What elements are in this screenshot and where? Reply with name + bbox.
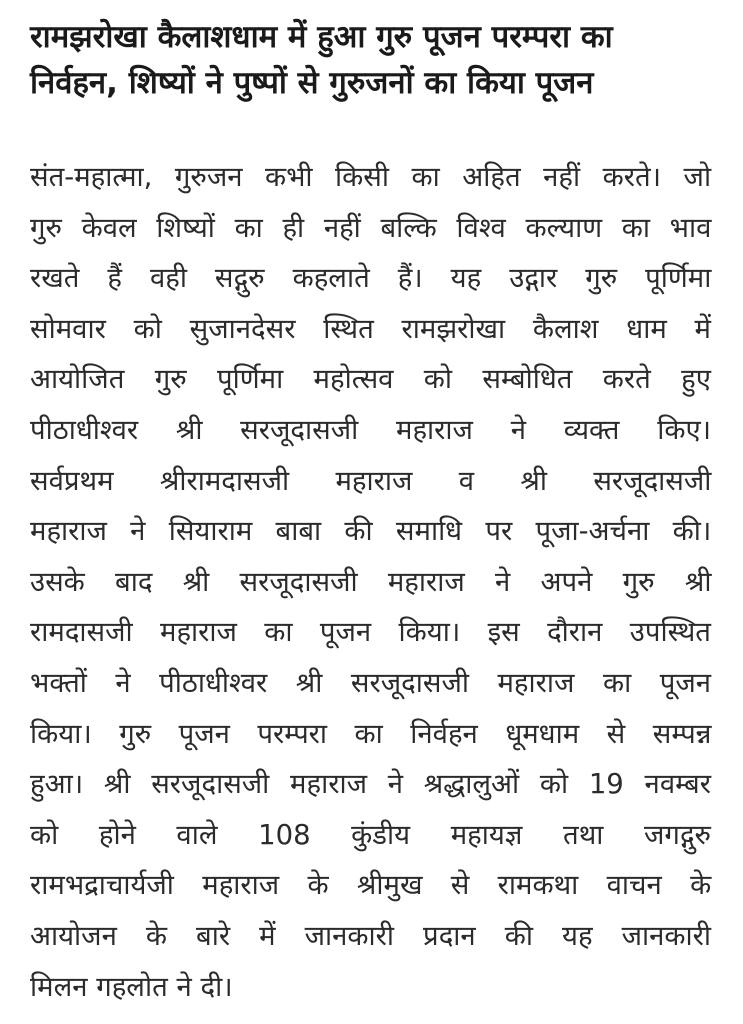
body-line: हुआ। श्री सरजूदासजी महाराज ने श्रद्धालुओं को 19 नवम्बर	[30, 768, 711, 801]
body-line: आयोजन के बारे में जानकारी प्रदान की यह जानकारी	[30, 919, 711, 952]
headline-line: निर्वहन, शिष्यों ने पुष्पों से गुरुजनों का किया पूजन	[30, 65, 594, 101]
article-headline	[30, 14, 711, 106]
body-line: किया। गुरु पूजन परम्परा का निर्वहन धूमधाम से सम्पन्न	[30, 717, 712, 750]
body-line: गुरु केवल शिष्यों का ही नहीं बल्कि विश्व कल्याण का भाव	[30, 211, 712, 244]
body-line: भक्तों ने पीठाधीश्वर श्री सरजूदासजी महाराज का पूजन	[30, 666, 711, 699]
body-line: आयोजित गुरु पूर्णिमा महोत्सव को सम्बोधित करते हुए	[30, 363, 711, 396]
body-line: पीठाधीश्वर श्री सरजूदासजी महाराज ने व्यक्त किए।	[30, 413, 712, 446]
headline-line: रामझरोखा कैलाशधाम में हुआ गुरु पूजन परम्परा का	[30, 19, 613, 55]
body-line: संत-महात्मा, गुरुजन कभी किसी का अहित नहीं करते। जो	[30, 161, 712, 193]
body-line: सोमवार को सुजानदेसर स्थित रामझरोखा कैलाश धाम में	[30, 312, 711, 345]
article-body	[30, 152, 711, 1012]
body-line: उसके बाद श्री सरजूदासजी महाराज ने अपने गुरु श्री	[30, 565, 712, 598]
body-line: रामभद्राचार्यजी महाराज के श्रीमुख से रामकथा वाचन के	[30, 869, 712, 902]
body-line: मिलन गहलोत ने दी।	[30, 970, 233, 1003]
body-line: रामदासजी महाराज का पूजन किया। इस दौरान उपस्थित	[30, 616, 711, 649]
body-line: महाराज ने सियाराम बाबा की समाधि पर पूजा-अर्चना की।	[30, 515, 712, 548]
body-line: को होने वाले 108 कुंडीय महायज्ञ तथा जगद्गुरु	[30, 818, 711, 851]
body-line: रखते हैं वही सद्गुरु कहलाते हैं। यह उद्गार गुरु पूर्णिमा	[30, 262, 712, 295]
body-line: सर्वप्रथम श्रीरामदासजी महाराज व श्री सरजूदासजी	[30, 464, 712, 497]
